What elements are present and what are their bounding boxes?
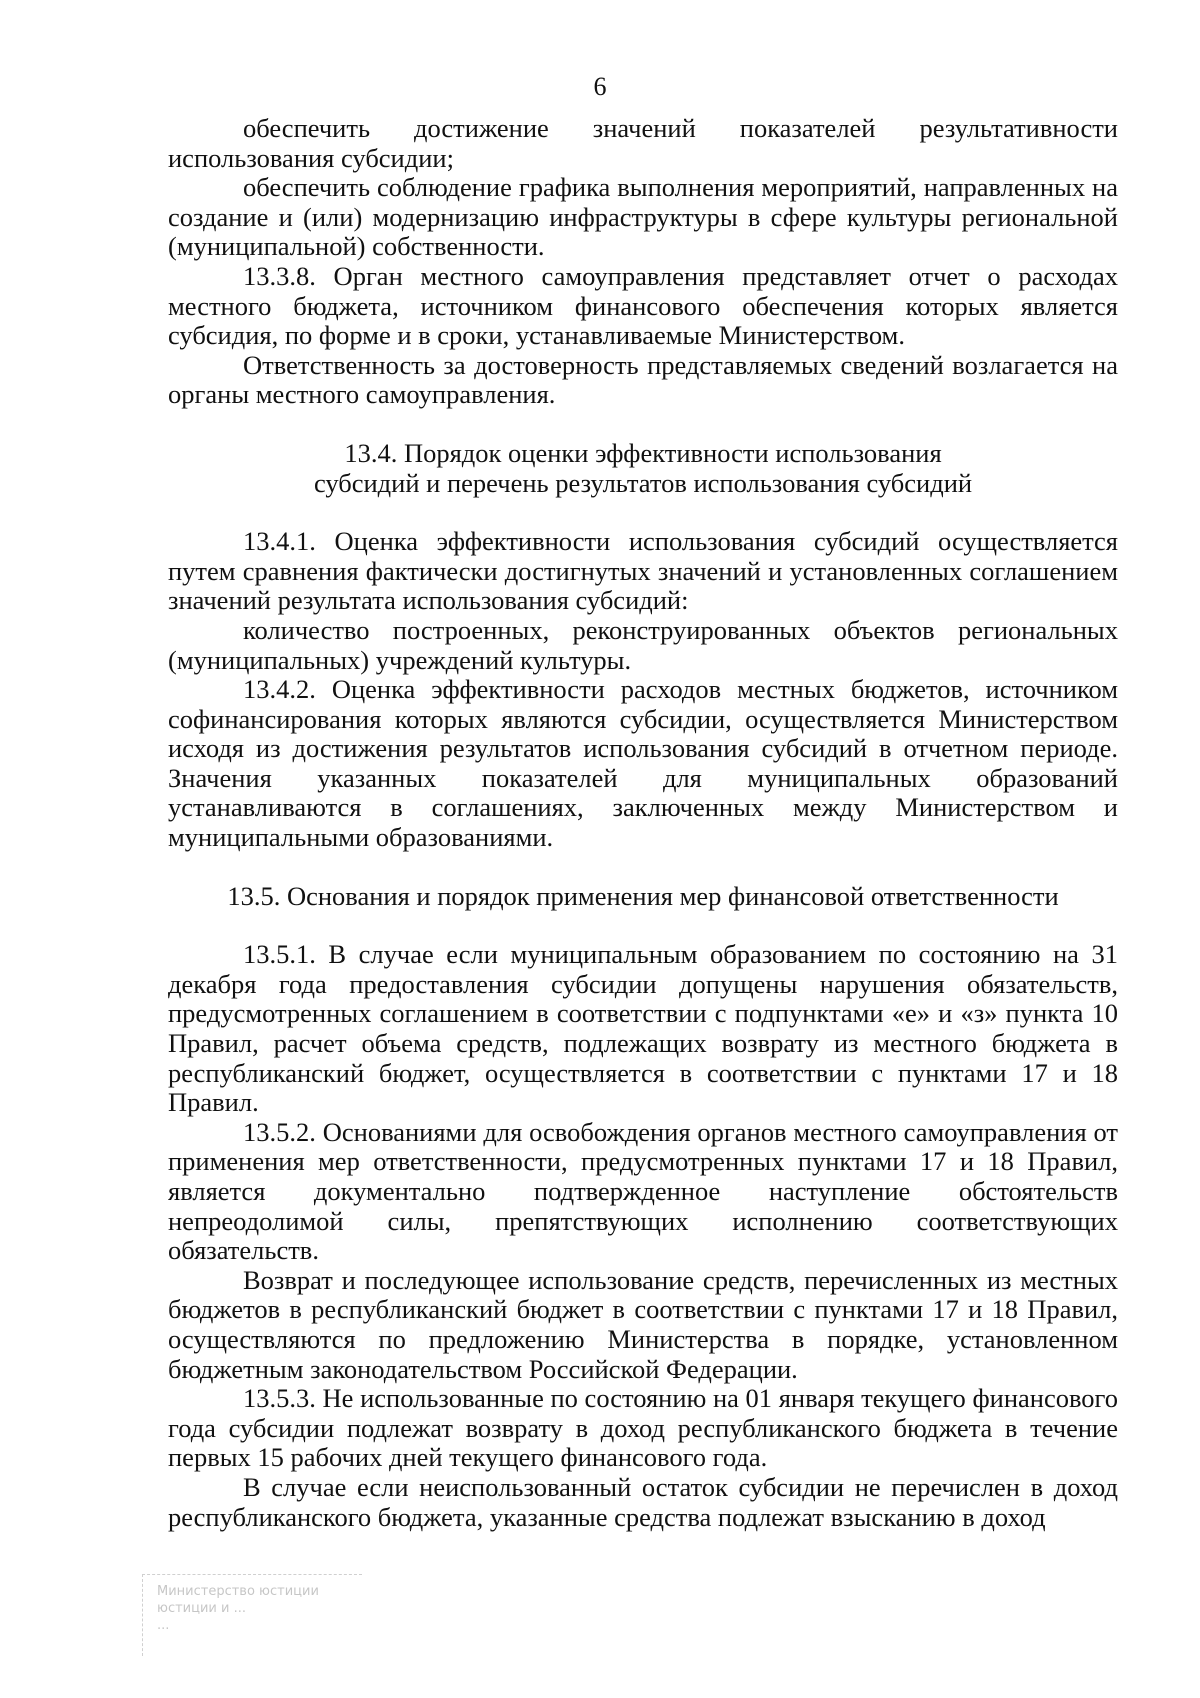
section-heading-13-4-line1: 13.4. Порядок оценки эффективности использования <box>344 437 942 468</box>
stamp-line-3: ... <box>157 1618 170 1633</box>
paragraph-13-3-8: 13.3.8. Орган местного самоуправления представляет отчет о расходах местного бюджета, источником финансового обеспечения которых является субсидия, по форме и в сроки, устанавливаемые Министерством. <box>168 260 1118 351</box>
paragraph-unspent-balance: В случае если неиспользованный остаток субсидии не перечислен в доход республиканского бюджета, указанные средства подлежат взысканию в доход <box>168 1471 1118 1532</box>
paragraph-responsibility: Ответственность за достоверность представляемых сведений возлагается на органы местного самоуправления. <box>168 349 1118 410</box>
page-number: 6 <box>593 72 607 101</box>
section-heading-13-5: 13.5. Основания и порядок применения мер финансовой ответственности <box>227 880 1059 911</box>
paragraph-schedule-compliance: обеспечить соблюдение графика выполнения мероприятий, направленных на создание и (или) модернизацию инфраструктуры в сфере культуры региональной (муниципальной) собственности. <box>168 172 1118 262</box>
paragraph-13-5-3: 13.5.3. Не использованные по состоянию на 01 января текущего финансового года субсидии подлежат возврату в доход республиканского бюджета в течение первых 15 рабочих дней текущего финансового года. <box>168 1383 1118 1473</box>
paragraph-13-4-2: 13.4.2. Оценка эффективности расходов местных бюджетов, источником софинансирования которых являются субсидии, осуществляется Министерством исходя из достижения результатов использования субсидий в отчетном периоде. Значения указанных показателей для муниципальных образований устанавливаются в соглашениях, заключенных между Министерством и муниципальными образованиями. <box>168 674 1118 853</box>
document-body <box>168 114 1118 1532</box>
paragraph-13-5-2: 13.5.2. Основаниями для освобождения органов местного самоуправления от применения мер ответственности, предусмотренных пунктами 17 и 18 Правил, является документально подтвержденное наступление обстоятельств непреодолимой силы, препятствующих исполнению соответствующих обязательств. <box>168 1116 1118 1266</box>
stamp-line-1: Министерство юстиции <box>157 1584 319 1599</box>
paragraph-refund-usage: Возврат и последующее использование средств, перечисленных из местных бюджетов в республиканский бюджет в соответствии с пунктами 17 и 18 Правил, осуществляются по предложению Министерства в порядке, установленном бюджетным законодательством Российской Федерации. <box>168 1264 1118 1384</box>
paragraph-result-indicator: количество построенных, реконструированных объектов региональных (муниципальных) учреждений культуры. <box>168 614 1118 675</box>
section-heading-13-4 <box>168 439 1118 498</box>
stamp-line-2: юстиции и ... <box>157 1601 246 1616</box>
section-heading-13-4-line2: субсидий и перечень результатов использования субсидий <box>313 467 973 498</box>
paragraph-achieve-indicators: обеспечить достижение значений показателей результативности использования субсидии; <box>168 113 1118 173</box>
paragraph-13-4-1: 13.4.1. Оценка эффективности использования субсидий осуществляется путем сравнения фактически достигнутых значений и установленных соглашением значений результата использования субсидий: <box>168 526 1118 616</box>
paragraph-13-5-1: 13.5.1. В случае если муниципальным образованием по состоянию на 31 декабря года предоставления субсидии допущены нарушения обязательств, предусмотренных соглашением в соответствии с подпунктами «е» и «з» пункта 10 Правил, расчет объема средств, подлежащих возврату из местного бюджета в республиканский бюджет, осуществляется в соответствии с пунктами 17 и 18 Правил. <box>168 939 1118 1118</box>
faded-stamp <box>142 1574 362 1656</box>
